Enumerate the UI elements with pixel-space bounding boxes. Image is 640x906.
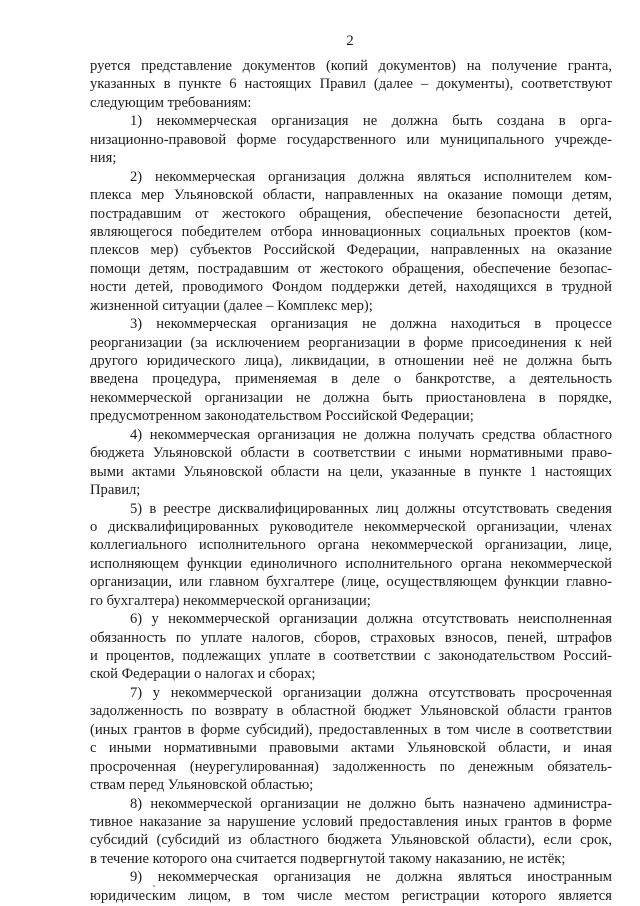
text-line: 6) у некоммерческой организации должна отсутствовать неисполненная — [130, 611, 612, 628]
text-line: в течение которого она считается подвергнутой такому наказанию, не истёк; — [90, 850, 566, 867]
text-line: плекса мер Ульяновской области, направленных на оказание помощи детям, — [90, 187, 612, 204]
text-line: 9) некоммерческая организация не должна являться иностранным — [130, 869, 612, 886]
text-line: являющегося победителем отбора инновационных социальных проектов (ком- — [90, 223, 612, 240]
text-line: коллегиального исполнительного органа некоммерческой организации, лице, — [90, 537, 612, 554]
text-line: низационно-правовой форме государственного или муниципального учрежде- — [90, 131, 612, 148]
text-line: указанных в пункте 6 настоящих Правил (далее – документы), соответствуют — [90, 76, 612, 93]
text-line: 3) некоммерческая организация не должна находиться в процессе — [130, 316, 612, 333]
text-line: 8) некоммерческой организации не должно быть назначено администра- — [130, 795, 612, 812]
text-line: ской Федерации о налогах и сборах; — [90, 666, 316, 683]
text-line: руется представление документов (копий документов) на получение гранта, — [90, 58, 612, 74]
text-line: бюджета Ульяновской области в соответствии с иными нормативными право- — [90, 445, 612, 462]
text-line: 7) у некоммерческой организации должна отсутствовать просроченная — [130, 684, 612, 701]
document-body — [90, 57, 612, 905]
text-line: реорганизации (за исключением реорганизации в форме присоединения к ней — [90, 334, 612, 351]
text-line: задолженность по возврату в областной бюджет Ульяновской области грантов — [90, 703, 612, 720]
text-line: субсидий (субсидий из областного бюджета Ульяновской области), если срок, — [90, 832, 612, 849]
text-line: помощи детям, пострадавшим от жестокого обращения, обеспечение безопас- — [90, 260, 612, 277]
text-line: и процентов, подлежащих уплате в соответствии с законодательством Россий- — [90, 648, 612, 664]
text-line: го бухгалтера) некоммерческой организации; — [90, 592, 371, 609]
text-line: 5) в реестре дисквалифицированных лиц должны отсутствовать сведения — [130, 500, 612, 517]
text-line: выми актами Ульяновской области на цели, указанные в пункте 1 настоящих — [90, 463, 612, 480]
text-line: ности детей, проводимого Фондом поддержки детей, находящихся в трудной — [90, 279, 612, 296]
text-line: предусмотренном законодательством Российской Федерации; — [90, 408, 474, 425]
text-line: плексов мер) субъектов Российской Федерации, направленных на оказание — [90, 242, 612, 259]
text-line: исполняющем функции единоличного исполнительного органа некоммерческой — [90, 555, 612, 572]
page-number: 2 — [346, 33, 354, 49]
text-line: ствам перед Ульяновской областью; — [90, 777, 314, 794]
text-line: о дисквалифицированных руководителе некоммерческой организации, членах — [90, 518, 612, 535]
text-line: некоммерческой организации не должна быть приостановлена в порядке, — [90, 389, 612, 406]
text-line: Правил; — [90, 482, 141, 499]
text-line: жизненной ситуации (далее – Комплекс мер); — [90, 297, 373, 314]
text-line: 1) некоммерческая организация не должна быть создана в орга- — [130, 113, 612, 130]
text-line: юридическим лицом, в том числе местом регистрации которого является — [90, 887, 612, 904]
text-line: обязанность по уплате налогов, сборов, страховых взносов, пеней, штрафов — [90, 629, 612, 646]
text-line: организации, или главном бухгалтере (лице, осуществляющем функции главно- — [90, 574, 612, 591]
text-line: пострадавшим от жестокого обращения, обеспечение безопасности детей, — [90, 205, 612, 222]
text-line: следующим требованиям: — [90, 94, 252, 111]
text-line: просроченная (неурегулированная) задолженность по денежным обязатель- — [90, 758, 612, 775]
text-line: (иных грантов в форме субсидий), предоставленных в том числе в соответствии — [90, 721, 612, 738]
text-line: 2) некоммерческая организация должна являться исполнителем ком- — [130, 168, 612, 185]
text-line: ния; — [90, 150, 117, 167]
scan-speck — [153, 885, 155, 887]
text-line: другого юридического лица), ликвидации, в отношении неё не должна быть — [90, 353, 612, 369]
text-line: введена процедура, применяемая в деле о банкротстве, а деятельность — [90, 371, 612, 388]
text-line: 4) некоммерческая организация не должна получать средства областного — [130, 426, 612, 443]
text-line: тивное наказание за нарушение условий предоставления иных грантов в форме — [90, 813, 612, 830]
text-line: с иными нормативными правовыми актами Ульяновской области, и иная — [90, 740, 612, 757]
